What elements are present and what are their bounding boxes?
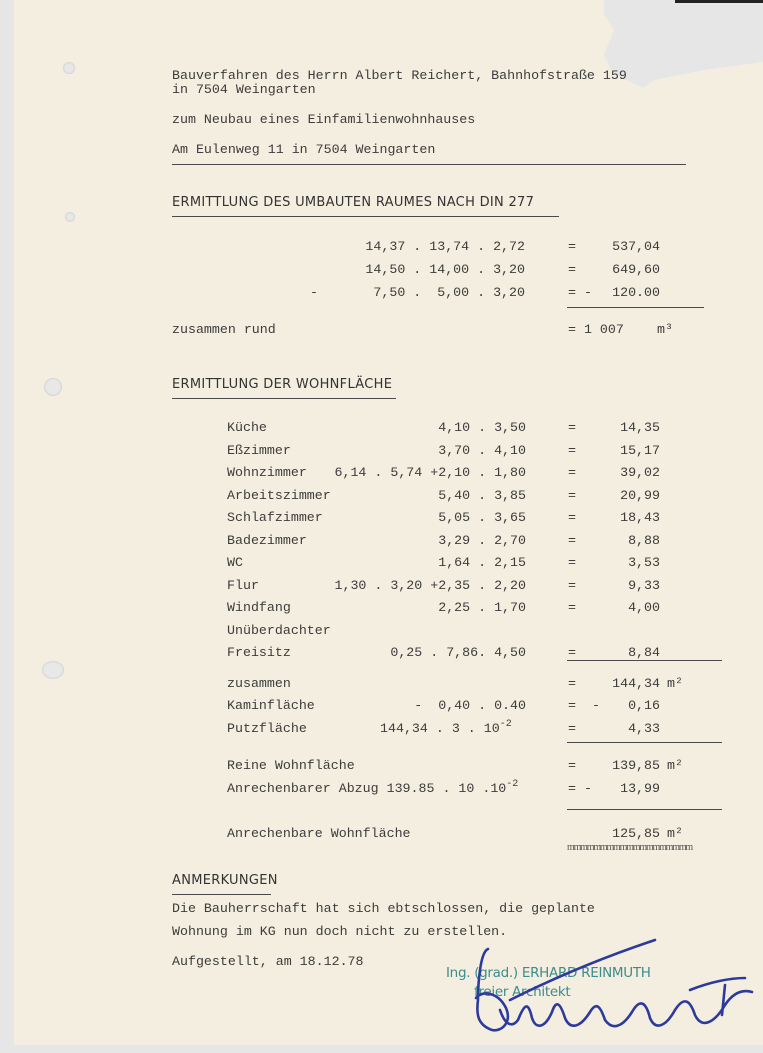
volume-total-value: = 1 007 — [568, 322, 624, 337]
room-eq: = — [568, 510, 576, 525]
room-formula: 2,25 . 1,70 — [438, 600, 526, 615]
room-result: 4,00 — [628, 600, 660, 615]
volume-result-3: 120.00 — [612, 285, 660, 300]
room-eq: = — [568, 443, 576, 458]
header-line-1: Bauverfahren des Herrn Albert Reichert, Bahnhofstraße 159 — [172, 68, 627, 83]
abzug-exponent: -2 — [506, 779, 519, 790]
rein-unit: m² — [667, 758, 683, 773]
final-value: 125,85 — [612, 826, 660, 841]
putz-exponent: -2 — [499, 719, 512, 730]
room-formula: 5,40 . 3,85 — [438, 488, 526, 503]
section2-title: ERMITTLUNG DER WOHNFLÄCHE — [172, 377, 393, 392]
abzug-value: 13,99 — [620, 781, 660, 796]
room-formula: 1,30 . 3,20 +2,35 . 2,20 — [334, 578, 526, 593]
notes-line-1: Die Bauherrschaft hat sich ebtschlossen, die geplante — [172, 901, 595, 916]
room-name: Freisitz — [227, 645, 291, 660]
room-formula: 1,64 . 2,15 — [438, 555, 526, 570]
room-eq: = — [568, 488, 576, 503]
room-name: WC — [227, 555, 243, 570]
rein-eq: = — [568, 758, 576, 773]
room-eq: = — [568, 555, 576, 570]
room-eq: = — [568, 645, 576, 660]
room-result: 8,88 — [628, 533, 660, 548]
sum-label: zusammen — [227, 676, 291, 691]
room-result: 8,84 — [628, 645, 660, 660]
notes-line-2: Wohnung im KG nun doch nicht zu erstellen. — [172, 924, 508, 939]
final-label: Anrechenbare Wohnfläche — [227, 826, 411, 841]
room-name: Flur — [227, 578, 259, 593]
stamp-line-1: Ing. (grad.) ERHARD REINMUTH — [446, 965, 651, 981]
volume-eq-1: = — [568, 239, 576, 254]
room-formula: 3,70 . 4,10 — [438, 443, 526, 458]
room-result: 9,33 — [628, 578, 660, 593]
putz-value: 4,33 — [628, 721, 660, 736]
room-name: Schlafzimmer — [227, 510, 323, 525]
room-result: 39,02 — [620, 465, 660, 480]
putz-eq: = — [568, 721, 576, 736]
volume-formula-1: 14,37 . 13,74 . 2,72 — [365, 239, 525, 254]
rein-value: 139,85 — [612, 758, 660, 773]
putz-label: Putzfläche — [227, 721, 307, 736]
volume-result-1: 537,04 — [612, 239, 660, 254]
header-line-3: zum Neubau eines Einfamilienwohnhauses — [172, 112, 476, 127]
volume-total-unit: m³ — [657, 322, 673, 337]
kamin-label: Kaminfläche — [227, 698, 315, 713]
room-formula: 0,25 . 7,86. 4,50 — [390, 645, 526, 660]
room-eq: = — [568, 420, 576, 435]
room-result: 14,35 — [620, 420, 660, 435]
stamp-line-2: freier Architekt — [474, 984, 571, 1000]
volume-prefix-3: - — [310, 285, 318, 300]
final-double-underline: mmmmmmmmmmmmmmmmmmm — [567, 842, 692, 853]
room-eq: = — [568, 465, 576, 480]
room-formula: 4,10 . 3,50 — [438, 420, 526, 435]
room-eq: = — [568, 578, 576, 593]
room-name: Arbeitszimmer — [227, 488, 331, 503]
sum-unit: m² — [667, 676, 683, 691]
final-unit: m² — [667, 826, 683, 841]
room-formula: 5,05 . 3,65 — [438, 510, 526, 525]
abzug-label-base: Anrechenbarer Abzug 139.85 . 10 .10 — [227, 781, 507, 796]
putz-formula-base: 144,34 . 3 . 10 — [380, 721, 500, 736]
kamin-formula: - 0,40 . 0.40 — [414, 698, 526, 713]
kamin-value: 0,16 — [628, 698, 660, 713]
kamin-eq: = - — [568, 698, 600, 713]
room-name: Badezimmer — [227, 533, 307, 548]
room-result: 3,53 — [628, 555, 660, 570]
header-line-2: in 7504 Weingarten — [172, 82, 316, 97]
room-result: 15,17 — [620, 443, 660, 458]
rein-label: Reine Wohnfläche — [227, 758, 355, 773]
room-formula: 3,29 . 2,70 — [438, 533, 526, 548]
room-eq: = — [568, 600, 576, 615]
room-formula: 6,14 . 5,74 +2,10 . 1,80 — [334, 465, 526, 480]
room-name: Eßzimmer — [227, 443, 291, 458]
abzug-eq: = - — [568, 781, 592, 796]
room-name: Windfang — [227, 600, 291, 615]
room-result: 20,99 — [620, 488, 660, 503]
room-name: Wohnzimmer — [227, 465, 307, 480]
room-result: 18,43 — [620, 510, 660, 525]
header-line-4: Am Eulenweg 11 in 7504 Weingarten — [172, 142, 436, 157]
room-name: Unüberdachter — [227, 623, 331, 638]
room-name: Küche — [227, 420, 267, 435]
volume-eq-2: = — [568, 262, 576, 277]
volume-result-2: 649,60 — [612, 262, 660, 277]
sum-eq: = — [568, 676, 576, 691]
volume-formula-2: 14,50 . 14,00 . 3,20 — [365, 262, 525, 277]
notes-title: ANMERKUNGEN — [172, 873, 278, 888]
sum-value: 144,34 — [612, 676, 660, 691]
room-eq: = — [568, 533, 576, 548]
volume-eq-3: = - — [568, 285, 592, 300]
volume-total-label: zusammen rund — [172, 322, 276, 337]
section1-title: ERMITTLUNG DES UMBAUTEN RAUMES NACH DIN 277 — [172, 195, 535, 210]
volume-formula-3: 7,50 . 5,00 . 3,20 — [373, 285, 525, 300]
date-line: Aufgestellt, am 18.12.78 — [172, 954, 364, 969]
